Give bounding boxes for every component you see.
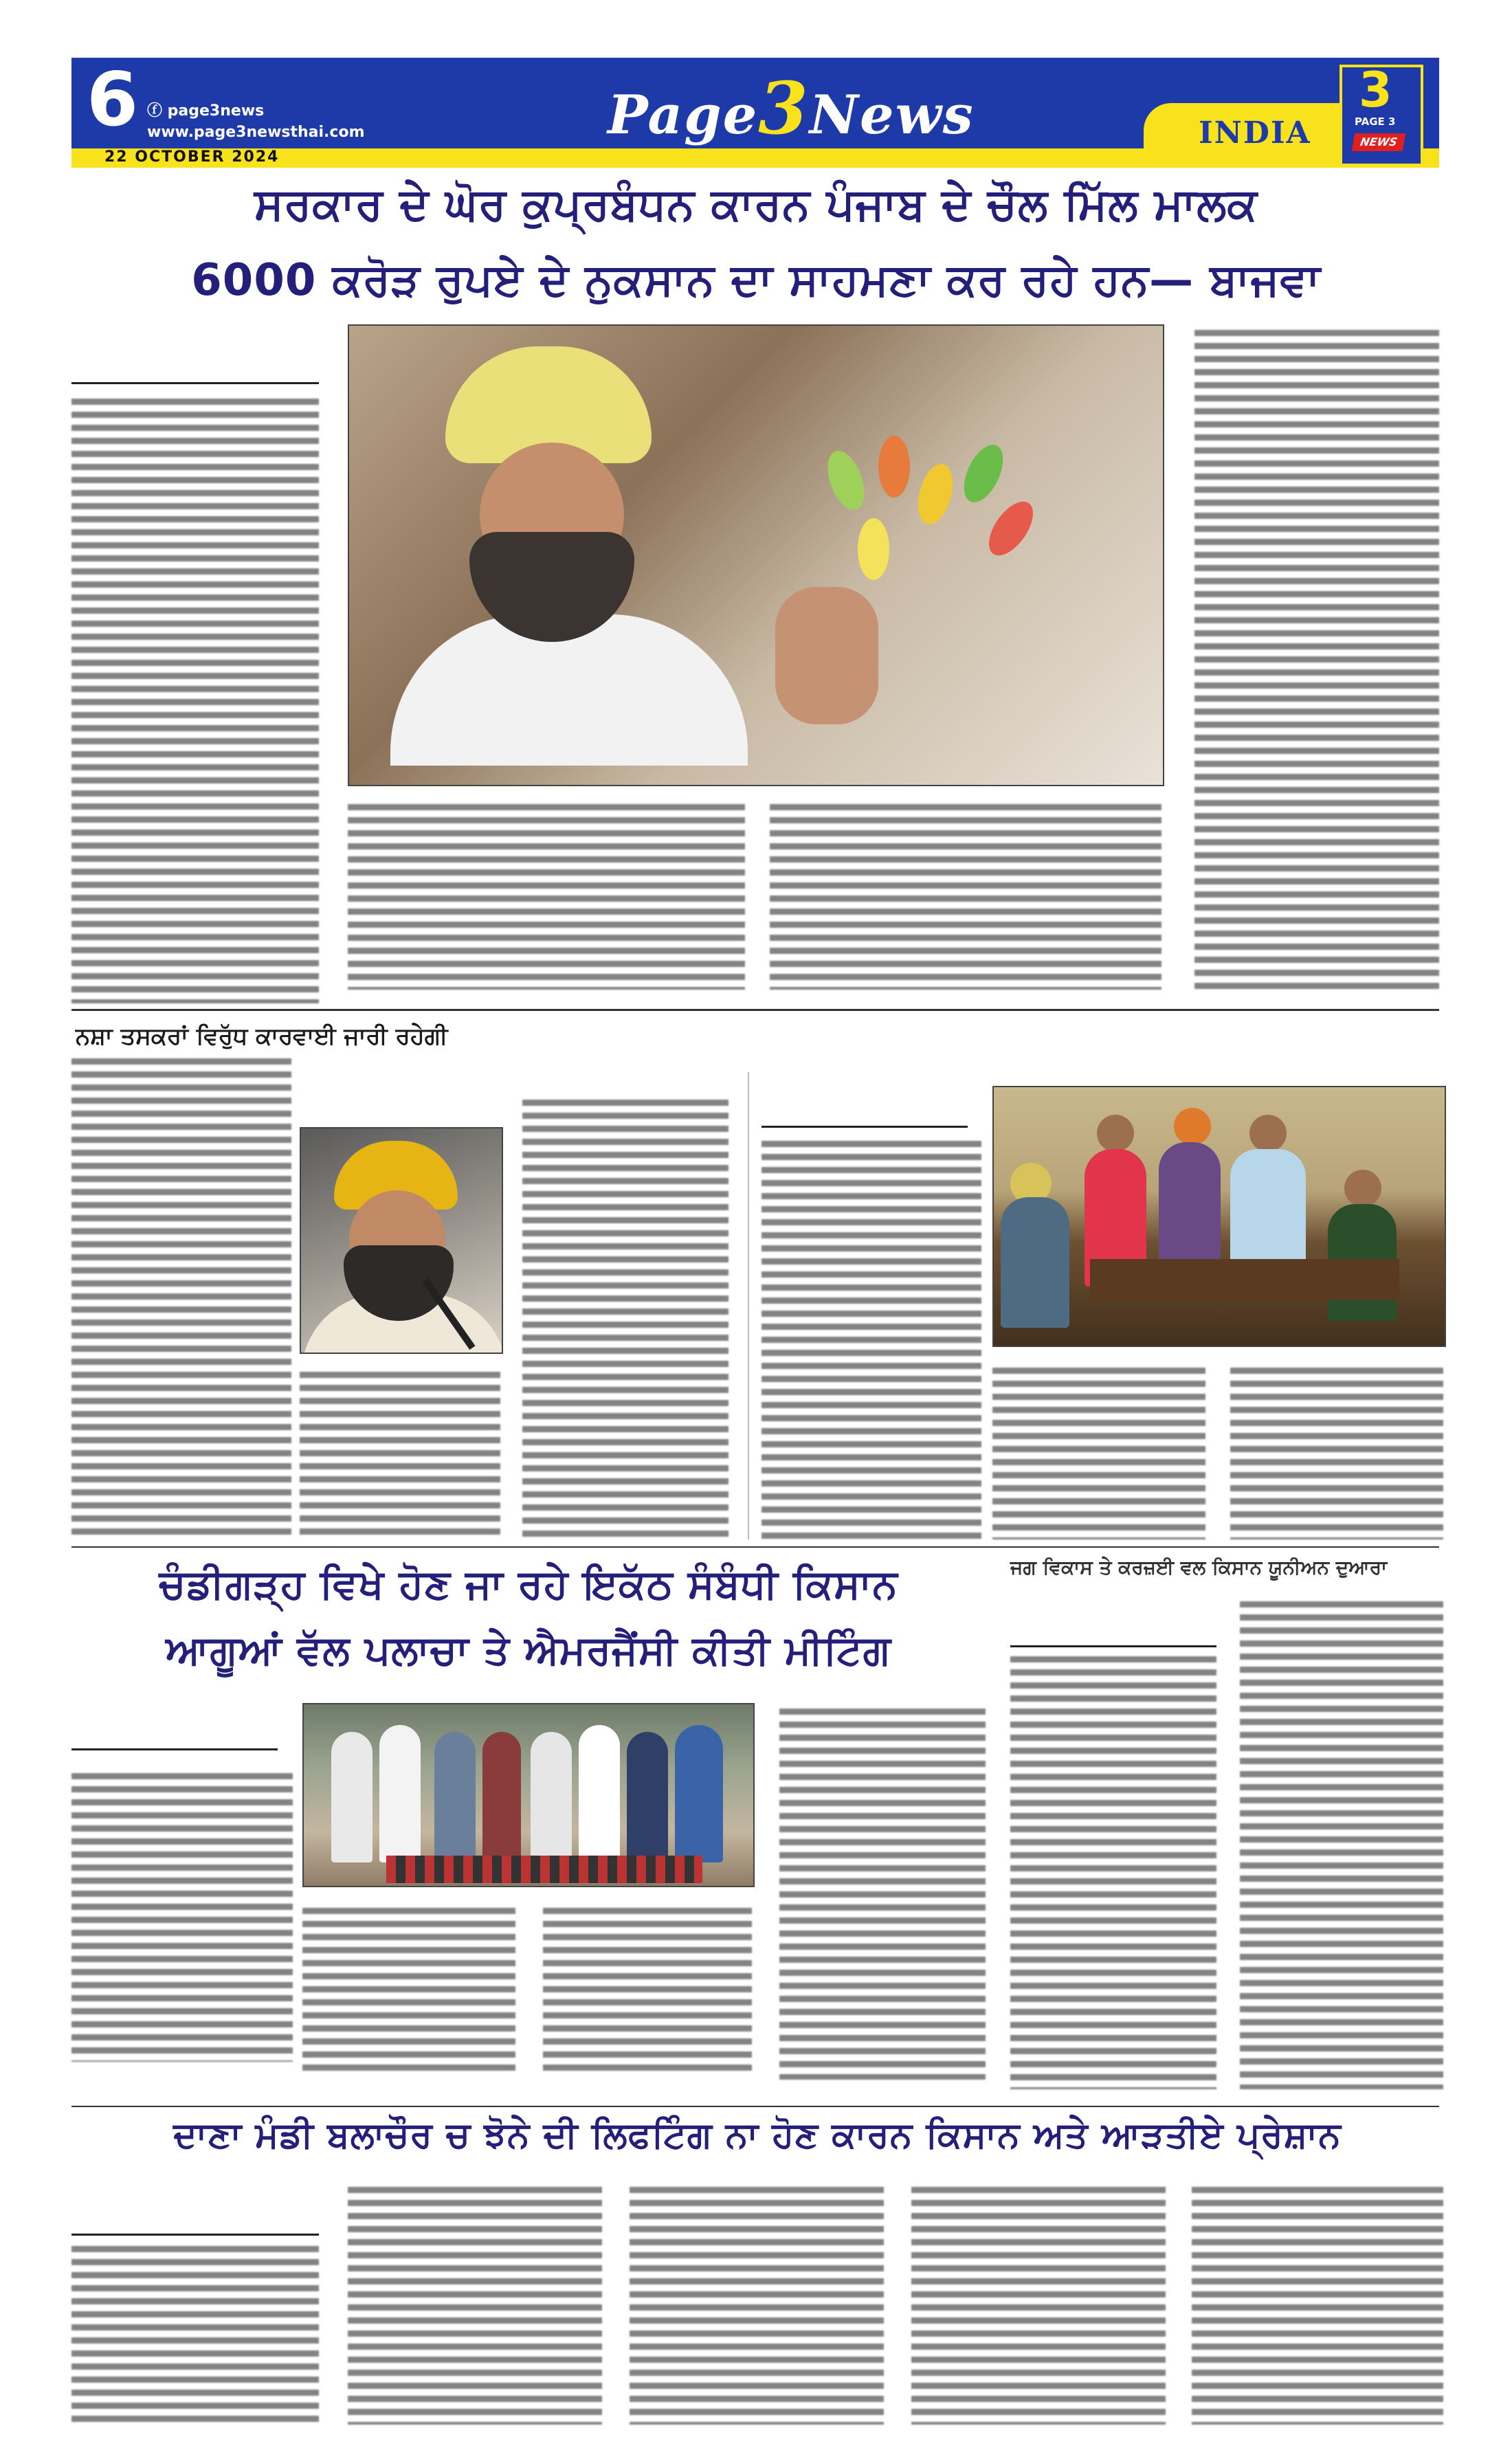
- country-label: INDIA: [1199, 115, 1311, 151]
- page-number: 6: [87, 57, 139, 143]
- floor-mat-shape: [386, 1856, 702, 1883]
- bottom-text-column-2: [348, 2187, 602, 2425]
- lead-text-column-2: [348, 804, 745, 990]
- minister-photo: [300, 1127, 503, 1354]
- lead-text-column-4: [1194, 330, 1439, 990]
- third-text-column-2: [992, 1368, 1205, 1539]
- side-text-column-1: [1010, 1656, 1216, 2089]
- third-text-column-1: [761, 1141, 981, 1539]
- social-handle[interactable]: ⓕ page3news: [147, 102, 265, 120]
- second-text-column-3: [522, 1100, 729, 1539]
- brand-title: [608, 66, 975, 151]
- police-meeting-photo: [992, 1086, 1446, 1347]
- lead-photo-bajwa: [348, 324, 1164, 786]
- third-byline: [761, 1082, 968, 1128]
- issue-date: 22 OCTOBER 2024: [104, 148, 280, 166]
- farmers-headline-line1: ਚੰਡੀਗੜ੍ਹ ਵਿਖੇ ਹੋਣ ਜਾ ਰਹੇ ਇਕੱਠ ਸੰਬੰਧੀ ਕਿਸਾਨ: [159, 1561, 898, 1607]
- bottom-byline: [71, 2188, 319, 2236]
- farmers-headline-line2: ਆਗੂਆਂ ਵੱਲ ਪਲਾਚਾ ਤੇ ਐਮਰਜੈਂਸੀ ਕੀਤੀ ਮੀਟਿੰਗ: [166, 1627, 891, 1673]
- logo-text: PAGE 3: [1355, 115, 1396, 128]
- side-text-column-2: [1240, 1601, 1443, 2089]
- flowers-shape: [816, 436, 1064, 614]
- third-text-column-3: [1230, 1368, 1443, 1539]
- farmers-text-column-4: [779, 1709, 986, 2080]
- website-link[interactable]: www.page3newsthai.com: [147, 124, 365, 141]
- second-headline: ਨਸ਼ਾ ਤਸਕਰਾਂ ਵਿਰੁੱਧ ਕਾਰਵਾਈ ਜਾਰੀ ਰਹੇਗੀ: [76, 1023, 448, 1050]
- logo-badge: NEWS: [1352, 133, 1406, 151]
- brand-post: News: [809, 84, 975, 146]
- brand-pre: Page: [608, 84, 759, 146]
- lead-text-column-3: [770, 804, 1161, 990]
- farmers-text-column-1: [71, 1773, 293, 2062]
- bottom-text-column-5: [1192, 2187, 1443, 2425]
- side-headline: ਜਗ ਵਿਕਾਸ ਤੇ ਕਰਜ਼ਈ ਵਲ ਕਿਸਾਨ ਯੂਨੀਅਨ ਦੁਆਰਾ: [1010, 1556, 1388, 1579]
- farmers-text-column-3: [543, 1908, 752, 2073]
- desk-shape: [1090, 1259, 1399, 1300]
- bottom-headline: ਦਾਣਾ ਮੰਡੀ ਬਲਾਚੌਰ ਚ ਝੋਨੇ ਦੀ ਲਿਫਟਿੰਗ ਨਾ ਹੋਣ ਕਾਰਨ ਕਿਸਾਨ ਅਤੇ ਆੜਤੀਏ ਪ੍ਰੇਸ਼ਾਨ: [173, 2115, 1342, 2156]
- farmers-meeting-photo: [302, 1703, 755, 1887]
- side-byline: [1010, 1600, 1216, 1647]
- logo-number: 3: [1359, 62, 1392, 118]
- lead-headline-line2: 6000 ਕਰੋੜ ਰੁਪਏ ਦੇ ਨੁਕਸਾਨ ਦਾ ਸਾਹਮਣਾ ਕਰ ਰਹੇ ਹਨ— ਬਾਜਵਾ: [191, 255, 1321, 306]
- masthead: [71, 58, 1439, 168]
- second-text-column-2: [300, 1372, 500, 1539]
- farmers-byline: [71, 1707, 278, 1750]
- lead-text-column-1: [71, 399, 319, 1003]
- bottom-text-column-4: [911, 2187, 1166, 2425]
- lead-byline: [71, 329, 319, 384]
- brand-three: 3: [758, 66, 810, 151]
- second-text-column-1: [71, 1058, 291, 1539]
- bottom-text-column-3: [630, 2187, 884, 2425]
- page3-logo: [1339, 62, 1423, 166]
- farmers-text-column-2: [302, 1908, 515, 2073]
- lead-headline-line1: ਸਰਕਾਰ ਦੇ ਘੋਰ ਕੁਪ੍ਰਬੰਧਨ ਕਾਰਨ ਪੰਜਾਬ ਦੇ ਚੌਲ ਮਿੱਲ ਮਾਲਕ: [254, 179, 1258, 230]
- bottom-text-column-1: [71, 2246, 319, 2425]
